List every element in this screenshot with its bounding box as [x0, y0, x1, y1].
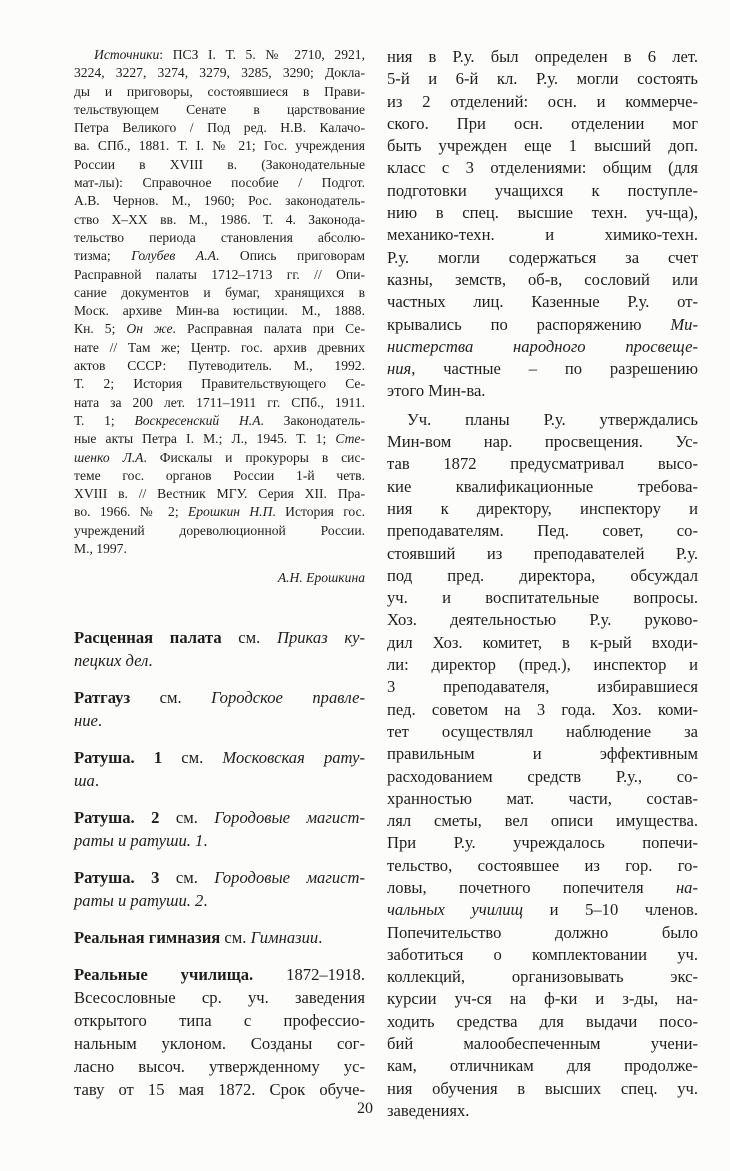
- text-line: [387, 498, 698, 520]
- text-line: [74, 467, 365, 485]
- text-run: Петра Великого / Под ред. Н.В. Калачо-: [74, 120, 365, 136]
- italic-text: Городовые магист-: [214, 868, 366, 888]
- text-run: тельство, состоявшее из гор. го-: [387, 855, 698, 875]
- text-run: нию в спец. высшие техн. уч-ща),: [387, 203, 698, 223]
- dictionary-entries: [74, 626, 365, 1101]
- text-run: бий малообеспеченным учени-: [387, 1034, 698, 1054]
- text-run: ласно высоч. утвержденному ус-: [74, 1057, 365, 1077]
- text-line: [387, 247, 698, 269]
- text-run: Мин-вом нар. просвещения. Ус-: [387, 432, 698, 452]
- text-run: ды и приговоры, состоявшиеся в Прави-: [74, 83, 365, 99]
- text-run: уч. и воспитательные вопросы.: [387, 588, 698, 608]
- text-run: открытого типа с профессио-: [74, 1011, 365, 1031]
- text-run: см.: [130, 688, 212, 708]
- text-line: [387, 409, 698, 431]
- text-run: хранностью мат. части, состав-: [387, 788, 698, 808]
- text-line: [74, 83, 365, 101]
- text-line: [74, 430, 365, 448]
- text-line: [74, 394, 365, 412]
- text-run: см.: [159, 868, 215, 888]
- text-line: [387, 431, 698, 453]
- dictionary-entry: [74, 746, 365, 792]
- text-line: [387, 565, 698, 587]
- italic-text: ша: [74, 771, 95, 791]
- text-run: тельствующем Сенате в царствование: [74, 101, 365, 117]
- text-line: [387, 654, 698, 676]
- page-number: 20: [357, 1100, 373, 1117]
- text-line: [74, 1009, 365, 1032]
- text-run: курсии уч-ся на ф-ки и з-ды, на-: [387, 989, 698, 1009]
- text-line: [74, 485, 365, 503]
- text-run: : ПСЗ I. Т. 5. № 2710, 2921,: [159, 47, 365, 62]
- text-run: .: [94, 771, 99, 791]
- text-run: нальным уклоном. Созданы сог-: [74, 1034, 365, 1054]
- sources-paragraph: [74, 46, 365, 558]
- text-run: М., 1997.: [74, 541, 127, 557]
- text-run: сание документов и бумаг, хранящихся в: [74, 284, 365, 300]
- text-run: правильным и эффективным: [387, 744, 698, 764]
- text-run: ли: директор (пред.), инспектор и: [387, 655, 698, 675]
- text-run: тет осуществлял наблюдение за: [387, 721, 698, 741]
- text-line: [387, 855, 698, 877]
- text-run: ского. При осн. отделении мог: [387, 113, 698, 133]
- text-run: из 2 отделений: осн. и коммерче-: [387, 91, 698, 111]
- text-run: заботиться о комплектовании уч.: [387, 944, 698, 964]
- text-line: [387, 180, 698, 202]
- text-line: [387, 91, 698, 113]
- italic-text: раты и ратуши. 2: [74, 891, 204, 911]
- text-line: [387, 224, 698, 246]
- text-line: [74, 626, 365, 649]
- italic-text: Ерошкин Н.П: [187, 504, 273, 520]
- text-line: [74, 302, 365, 320]
- text-line: [74, 686, 365, 709]
- text-line: [74, 156, 365, 174]
- entry-headword: Реальная гимназия: [74, 928, 221, 948]
- italic-text: ния: [387, 359, 412, 379]
- text-run: кие квалификационные требова-: [387, 476, 698, 496]
- text-line: [387, 988, 698, 1010]
- text-run: частных лиц. Казенные Р.у. от-: [387, 292, 698, 312]
- article-paragraph: [387, 46, 698, 403]
- text-run: под пред. директора, обсуждал: [387, 565, 698, 585]
- text-line: [387, 202, 698, 224]
- text-line: [387, 899, 698, 921]
- text-line: [74, 522, 365, 540]
- text-line: [387, 453, 698, 475]
- text-run: учреждений дореволюционной России.: [74, 522, 365, 538]
- text-line: [74, 866, 365, 889]
- text-run: А.В. Чернов. М., 1960; Рос. законодатель-: [74, 193, 365, 209]
- text-run: подготовки учащихся к поступле-: [387, 180, 698, 200]
- entry-headword: Ратуша. 3: [74, 868, 160, 888]
- text-line: [74, 174, 365, 192]
- entry-headword: Ратуша. 2: [74, 808, 160, 828]
- text-line: [387, 922, 698, 944]
- text-line: [74, 247, 365, 265]
- text-run: . История гос.: [272, 504, 366, 520]
- text-run: 3 преподавателя, избиравшиеся: [387, 677, 698, 697]
- text-run: стоявший из преподавателей Р.у.: [387, 543, 698, 563]
- text-run: .: [148, 651, 153, 671]
- text-run: .: [318, 928, 323, 948]
- text-line: [74, 229, 365, 247]
- text-line: [387, 68, 698, 90]
- text-run: Р.у. могли содержаться за счет: [387, 247, 698, 267]
- text-line: [74, 829, 365, 852]
- text-run: кам, отличникам для продолже-: [387, 1056, 698, 1076]
- text-run: расходованием средств Р.у., со-: [387, 766, 698, 786]
- text-run: Кн. 5;: [74, 321, 127, 337]
- text-run: актов СССР: Путеводитель. М., 1992.: [74, 358, 365, 374]
- text-line: [387, 269, 698, 291]
- text-run: Всесословные ср. уч. заведения: [74, 988, 365, 1008]
- text-line: [387, 788, 698, 810]
- text-run: ные акты Петра I. М.; Л., 1945. Т. 1;: [74, 431, 336, 447]
- text-run: .: [97, 711, 103, 731]
- text-line: [387, 520, 698, 542]
- text-run: см.: [220, 928, 251, 948]
- text-run: России в XVIII в. (Законодательные: [74, 156, 365, 172]
- text-line: [387, 944, 698, 966]
- text-run: XVIII в. // Вестник МГУ. Серия XII. Пра-: [74, 486, 365, 502]
- text-line: [387, 157, 698, 179]
- italic-text: Городовые магист-: [214, 808, 366, 828]
- text-run: ство X–XX вв. М., 1986. Т. 4. Законода-: [74, 211, 365, 227]
- italic-text: Источники: [94, 47, 160, 62]
- text-line: [74, 211, 365, 229]
- text-run: ната за 200 лет. 1711–1911 гг. СПб., 1911.: [74, 394, 365, 410]
- italic-text: раты и ратуши. 1: [74, 831, 204, 851]
- text-run: тельство периода становления абсолю-: [74, 229, 365, 245]
- text-line: [74, 709, 365, 732]
- text-run: см.: [221, 628, 277, 648]
- text-run: во. 1966. № 2;: [74, 504, 188, 520]
- text-run: Хоз. деятельностью Р.у. руково-: [387, 610, 698, 630]
- text-run: заведениях.: [387, 1100, 470, 1120]
- text-run: теме гос. органов России 1-й четв.: [74, 467, 365, 483]
- text-line: [387, 810, 698, 832]
- italic-text: чальных училищ: [387, 900, 524, 920]
- text-run: .: [203, 831, 208, 851]
- text-line: [387, 699, 698, 721]
- text-line: [74, 746, 365, 769]
- text-line: [74, 192, 365, 210]
- text-run: При Р.у. учреждалось попечи-: [387, 833, 698, 853]
- text-line: [74, 926, 365, 949]
- text-line: [74, 449, 365, 467]
- text-run: 5-й и 6-й кл. Р.у. могли состоять: [387, 69, 698, 89]
- text-line: [74, 1078, 365, 1101]
- text-line: [74, 963, 365, 986]
- text-run: ловы, почетного попечителя: [387, 877, 676, 897]
- text-run: , частные – по разрешению: [411, 359, 698, 379]
- text-line: [387, 1011, 698, 1033]
- text-line: [387, 1055, 698, 1077]
- text-line: [74, 889, 365, 912]
- text-run: см.: [162, 748, 223, 768]
- text-run: тав 1872 предусматривал высо-: [387, 454, 698, 474]
- left-column: [74, 46, 365, 1101]
- italic-text: Московская рату-: [222, 748, 365, 768]
- italic-text: Приказ ку-: [276, 628, 366, 648]
- text-line: [387, 609, 698, 631]
- italic-text: на-: [675, 877, 698, 897]
- italic-text: Гимназии: [250, 928, 319, 948]
- italic-text: Воскресенский Н.А: [134, 412, 261, 428]
- text-line: [387, 380, 698, 402]
- dictionary-entry: [74, 963, 365, 1101]
- text-run: ния к директору, инспектору и: [387, 498, 698, 518]
- text-run: крывались по распоряжению: [387, 314, 671, 334]
- italic-text: шенко Л.А: [74, 449, 144, 465]
- text-run: . Расправная палата при Се-: [172, 321, 365, 337]
- right-column: [387, 46, 698, 1122]
- text-line: [387, 46, 698, 68]
- text-line: [74, 357, 365, 375]
- text-line: [74, 1055, 365, 1078]
- text-run: механико-техн. и химико-техн.: [387, 225, 698, 245]
- italic-text: Голубев А.А: [131, 248, 216, 264]
- text-run: ния в Р.у. был определен в 6 лет.: [387, 47, 698, 66]
- text-run: Т. 1;: [74, 412, 135, 428]
- italic-text: Он же: [126, 321, 173, 337]
- article-paragraph: [387, 409, 698, 1123]
- text-run: . Опись приговорам: [215, 248, 365, 264]
- text-run: коллекций, организовывать экс-: [387, 967, 698, 987]
- text-run: .: [203, 891, 208, 911]
- text-line: [387, 314, 698, 336]
- text-line: [387, 543, 698, 565]
- text-line: [387, 766, 698, 788]
- text-line: [387, 476, 698, 498]
- text-line: [74, 46, 365, 64]
- entry-headword: Ратуша. 1: [74, 748, 163, 768]
- text-run: казны, земств, об-в, сословий или: [387, 269, 698, 289]
- text-line: [74, 64, 365, 82]
- text-run: дил Хоз. комитет, в к-рый входи-: [387, 632, 698, 652]
- text-run: и 5–10 членов.: [523, 900, 698, 920]
- italic-text: пецких дел: [74, 651, 149, 671]
- entry-headword: Реальные училища.: [74, 965, 254, 985]
- text-run: пед. советом на 3 года. Хоз. коми-: [387, 699, 698, 719]
- text-line: [387, 135, 698, 157]
- text-run: тизма;: [74, 248, 132, 264]
- text-run: ния обучения в высших спец. уч.: [387, 1078, 698, 1098]
- italic-text: Ми-: [670, 314, 698, 334]
- text-run: . Фискалы и прокуроры в сис-: [143, 449, 366, 465]
- text-line: [74, 986, 365, 1009]
- text-line: [387, 1078, 698, 1100]
- text-line: [387, 358, 698, 380]
- text-line: [74, 266, 365, 284]
- text-run: см.: [159, 808, 215, 828]
- text-run: класс с 3 отделениями: общим (для: [387, 158, 698, 178]
- text-line: [74, 320, 365, 338]
- text-run: Моск. архиве Мин-ва юстиции. М., 1888.: [74, 303, 365, 319]
- italic-text: Сте-: [335, 431, 365, 447]
- text-run: быть учрежден еще 1 высший доп.: [387, 136, 698, 156]
- text-line: [387, 966, 698, 988]
- text-run: таву от 15 мая 1872. Срок обуче-: [74, 1080, 365, 1100]
- text-line: [74, 339, 365, 357]
- text-line: [74, 1032, 365, 1055]
- text-run: Уч. планы Р.у. утверждались: [407, 409, 698, 429]
- text-line: [387, 291, 698, 313]
- text-line: [387, 113, 698, 135]
- entry-headword: Ратгауз: [74, 688, 131, 708]
- text-line: [74, 412, 365, 430]
- dictionary-entry: [74, 926, 365, 949]
- text-run: ва. СПб., 1881. Т. I. № 21; Гос. учреждения: [74, 138, 365, 154]
- text-line: [74, 101, 365, 119]
- text-line: [387, 587, 698, 609]
- text-line: [387, 877, 698, 899]
- dictionary-entry: [74, 686, 365, 732]
- text-run: 3224, 3227, 3274, 3279, 3285, 3290; Докла-: [74, 65, 365, 81]
- text-line: [74, 119, 365, 137]
- dictionary-entry: [74, 866, 365, 912]
- text-run: ходить средства для выдачи посо-: [387, 1011, 698, 1031]
- dictionary-entry: [74, 806, 365, 852]
- text-line: [74, 137, 365, 155]
- text-line: [74, 284, 365, 302]
- text-line: [387, 743, 698, 765]
- dictionary-entry: [74, 626, 365, 672]
- text-run: Расправной палаты 1712–1713 гг. // Опи-: [74, 266, 365, 282]
- author-signature: А.Н. Ерошкина: [277, 570, 365, 586]
- text-run: нате // Там же; Центр. гос. архив древних: [74, 339, 365, 355]
- text-line: [74, 540, 365, 558]
- text-run: . Законодатель-: [260, 412, 365, 428]
- text-line: [387, 676, 698, 698]
- text-run: мат-лы): Справочное пособие / Подгот.: [74, 175, 365, 191]
- text-line: [74, 375, 365, 393]
- text-run: лял сметы, вел описи имущества.: [387, 811, 698, 831]
- italic-text: нистерства народного просвеще-: [387, 336, 698, 356]
- text-run: Т. 2; История Правительствующего Се-: [74, 376, 365, 392]
- italic-text: ние: [74, 711, 98, 731]
- text-line: [74, 769, 365, 792]
- text-run: Попечительство должно было: [387, 922, 698, 942]
- italic-text: Городское правле-: [211, 688, 365, 708]
- text-line: [74, 649, 365, 672]
- text-line: [74, 806, 365, 829]
- text-run: 1872–1918.: [253, 965, 365, 985]
- text-line: [387, 1033, 698, 1055]
- text-line: [387, 336, 698, 358]
- text-line: [74, 503, 365, 521]
- text-line: [387, 632, 698, 654]
- text-line: [387, 721, 698, 743]
- entry-headword: Расценная палата: [74, 628, 222, 648]
- text-line: [387, 832, 698, 854]
- text-run: этого Мин-ва.: [387, 381, 486, 401]
- text-run: преподавателям. Пед. совет, со-: [387, 521, 698, 541]
